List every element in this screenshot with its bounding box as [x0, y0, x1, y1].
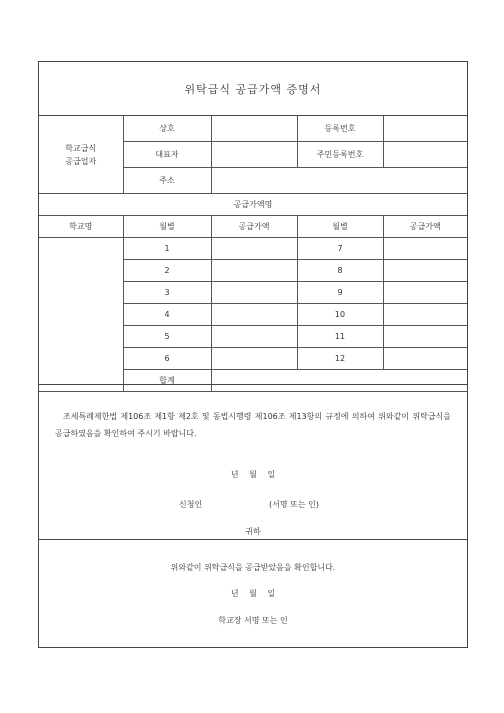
amount-cell[interactable] — [383, 282, 467, 304]
supplier-row-trade — [39, 116, 467, 142]
school-confirmation — [39, 540, 467, 647]
recipient-label: 귀하 — [245, 527, 261, 536]
statement-date[interactable]: 년 월 일 — [230, 470, 276, 479]
applicant-signature[interactable]: (서명 또는 인) — [269, 500, 319, 509]
confirmation-text: 위와같이 위탁급식을 공급받았음을 확인합니다. — [170, 563, 336, 572]
month-cell: 8 — [297, 260, 383, 282]
month-cell: 1 — [123, 238, 211, 260]
amount-cell[interactable] — [383, 260, 467, 282]
supplier-section-label: 학교급식 공급업자 — [39, 116, 123, 194]
reg-no-value[interactable] — [383, 116, 467, 142]
trade-name-label: 상호 — [123, 116, 211, 142]
school-name-value[interactable] — [39, 238, 123, 392]
amount-cell[interactable] — [383, 348, 467, 370]
month-cell: 12 — [297, 348, 383, 370]
form-title: 위탁급식 공급가액 증명서 — [39, 62, 467, 116]
amount-cell[interactable] — [211, 348, 297, 370]
trade-name-value[interactable] — [211, 116, 297, 142]
month-row — [39, 238, 467, 260]
amount-cell[interactable] — [383, 238, 467, 260]
address-value[interactable] — [211, 168, 467, 194]
certificate-form — [38, 61, 468, 648]
amount-cell[interactable] — [383, 326, 467, 348]
resident-no-value[interactable] — [383, 142, 467, 168]
amount-header-right: 공급가액 — [383, 216, 467, 238]
statement-text: 조세특례제한법 제106조 제1항 제2호 및 동법시행령 제106조 제13항의 규정에 의하여 위와같이 위탁급식을 공급하였음을 확인하여 주시기 바랍니다. — [55, 412, 451, 438]
supply-section-title-row — [39, 194, 467, 216]
total-label: 합계 — [123, 370, 211, 392]
supply-header-row — [39, 216, 467, 238]
month-cell: 5 — [123, 326, 211, 348]
confirmation-date[interactable]: 년 월 일 — [230, 589, 276, 598]
amount-cell[interactable] — [211, 304, 297, 326]
principal-signature[interactable]: 학교장 서명 또는 인 — [218, 616, 288, 625]
resident-no-label: 주민등록번호 — [297, 142, 383, 168]
amount-cell[interactable] — [211, 282, 297, 304]
month-cell: 2 — [123, 260, 211, 282]
application-statement — [39, 384, 467, 540]
supply-section-title: 공급가액명 — [39, 194, 467, 216]
amount-cell[interactable] — [383, 304, 467, 326]
month-cell: 9 — [297, 282, 383, 304]
reg-no-label: 등록번호 — [297, 116, 383, 142]
supply-table — [39, 116, 467, 392]
month-cell: 7 — [297, 238, 383, 260]
month-cell: 3 — [123, 282, 211, 304]
amount-cell[interactable] — [211, 238, 297, 260]
amount-cell[interactable] — [211, 326, 297, 348]
school-name-header: 학교명 — [39, 216, 123, 238]
month-cell: 4 — [123, 304, 211, 326]
month-cell: 10 — [297, 304, 383, 326]
applicant-label: 신청인 — [179, 500, 203, 509]
month-header-right: 월별 — [297, 216, 383, 238]
month-header-left: 월별 — [123, 216, 211, 238]
month-cell: 6 — [123, 348, 211, 370]
amount-cell[interactable] — [211, 260, 297, 282]
month-cell: 11 — [297, 326, 383, 348]
rep-label: 대표자 — [123, 142, 211, 168]
amount-header-left: 공급가액 — [211, 216, 297, 238]
rep-value[interactable] — [211, 142, 297, 168]
address-label: 주소 — [123, 168, 211, 194]
